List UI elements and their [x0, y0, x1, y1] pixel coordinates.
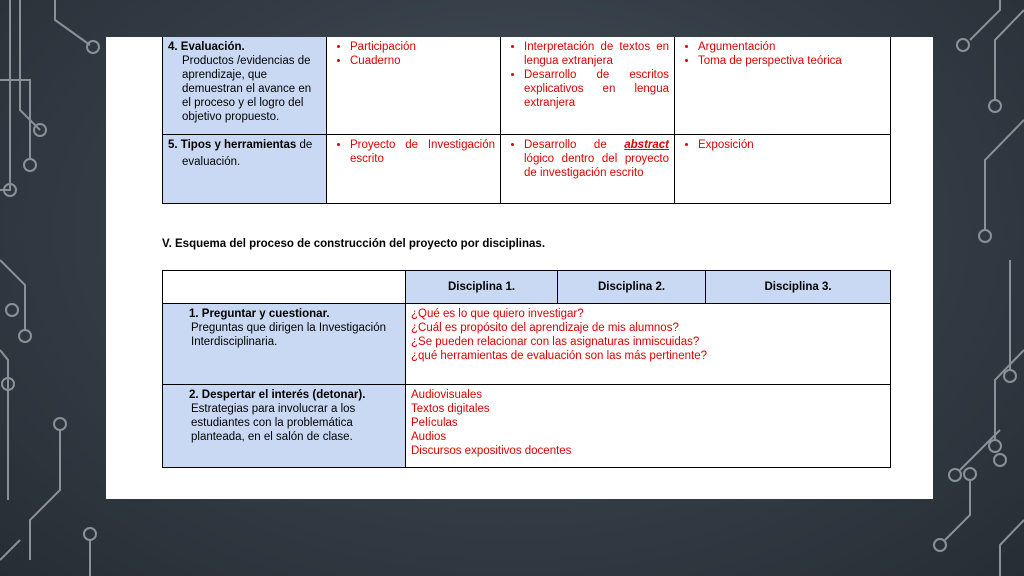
table-row: [163, 385, 891, 468]
list-item: ¿qué herramientas de evaluación son las más pertinente?: [411, 350, 707, 362]
row5-title: 5. Tipos y herramientas: [168, 138, 297, 151]
evaluation-table-wrapper: [162, 37, 890, 204]
row5-col2-pre: Desarrollo de: [524, 138, 625, 151]
table-header-row: [163, 271, 891, 304]
row4-col3: [675, 37, 891, 134]
row1-description: Preguntas que dirigen la Investigación Interdisciplinaria.: [191, 322, 386, 348]
abstract-word: abstract: [624, 138, 669, 151]
empty-header-cell: [163, 271, 406, 304]
row5-header-cell: [163, 134, 327, 203]
list-item: [524, 138, 669, 180]
list-item: Textos digitales: [411, 403, 490, 415]
row5-title-rest: de: [296, 138, 313, 151]
row5-col2: [501, 134, 675, 203]
table-row: [163, 37, 891, 134]
list-item: • Toma de perspectiva teórica: [698, 54, 885, 68]
list-item: ¿Cuál es propósito del aprendizaje de mis alumnos?: [411, 322, 679, 334]
disciplines-table: [162, 270, 891, 468]
column-header: Disciplina 3.: [706, 271, 891, 304]
list-item: • Participación: [350, 40, 495, 54]
list-item: ¿Qué es lo que quiero investigar?: [411, 308, 584, 320]
list-item: Audiovisuales: [411, 389, 482, 401]
list-item: Discursos expositivos docentes: [411, 445, 572, 457]
row5-col3: [675, 134, 891, 203]
row5-description: evaluación.: [182, 155, 241, 168]
evaluation-table: [162, 37, 891, 204]
row2-title: 2. Despertar el interés (detonar).: [189, 389, 366, 401]
row5-col2-post: lógico dentro del proyecto de investigación escrito: [524, 152, 669, 179]
row4-col2: [501, 37, 675, 134]
row2-content: [406, 385, 891, 468]
document-image: [106, 37, 933, 499]
table-row: [163, 134, 891, 203]
table-row: [163, 304, 891, 385]
list-item: ¿Se pueden relacionar con las asignaturas inmiscuidas?: [411, 336, 700, 348]
disciplines-table-wrapper: [162, 270, 890, 468]
list-item: • Exposición: [698, 138, 885, 152]
section-v-title: V. Esquema del proceso de construcción del proyecto por disciplinas.: [162, 238, 546, 250]
row5-col1: [327, 134, 501, 203]
row4-description: Productos /evidencias de aprendizaje, que demuestran el avance en el proceso y el logro del objetivo propuesto.: [182, 55, 312, 123]
row1-header-cell: [163, 304, 406, 385]
row1-content: [406, 304, 891, 385]
column-header: Disciplina 1.: [406, 271, 558, 304]
list-item: • Proyecto de Investigación escrito: [350, 138, 495, 166]
list-item: Audios: [411, 431, 447, 443]
row4-col1: [327, 37, 501, 134]
row4-title: 4. Evaluación.: [168, 41, 245, 53]
row2-header-cell: [163, 385, 406, 468]
list-item: • Interpretación de textos en lengua extranjera: [524, 40, 669, 68]
column-header: Disciplina 2.: [558, 271, 706, 304]
list-item: • Argumentación: [698, 40, 885, 54]
list-item: • Cuaderno: [350, 54, 495, 68]
row1-title: 1. Preguntar y cuestionar.: [189, 308, 330, 320]
list-item: • Desarrollo de escritos explicativos en lengua extranjera: [524, 68, 669, 110]
list-item: Películas: [411, 417, 458, 429]
row2-description: Estrategias para involucrar a los estudiantes con la problemática planteada, en el salón de clase.: [191, 403, 356, 443]
row4-header-cell: [163, 37, 327, 134]
